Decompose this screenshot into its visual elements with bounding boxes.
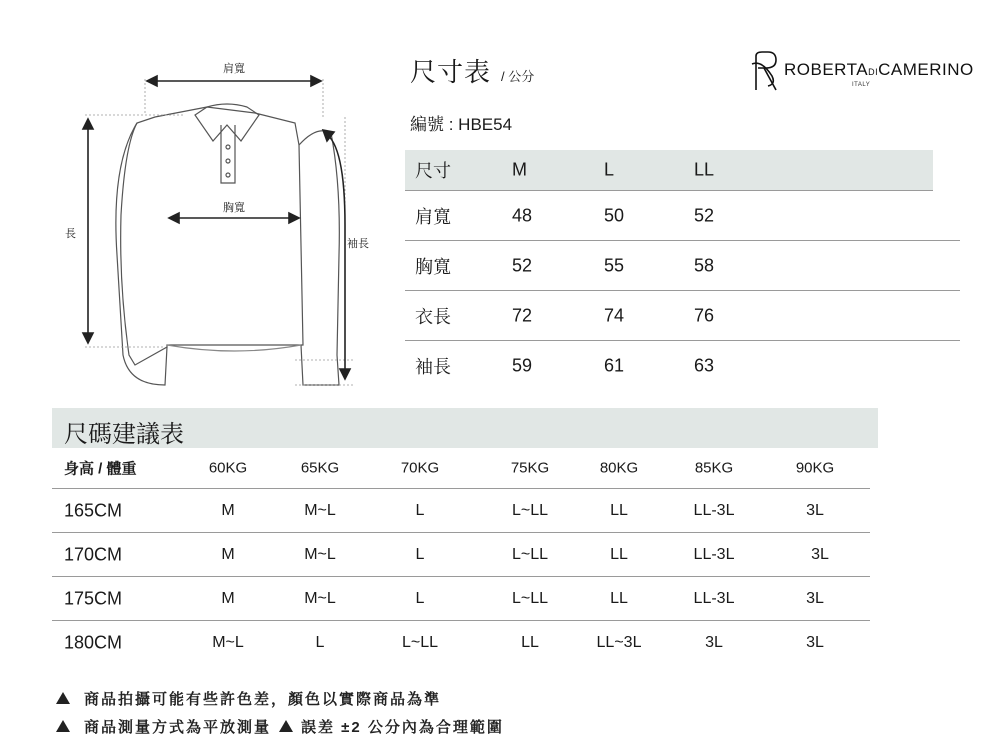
recommend-title: 尺碼建議表 (64, 421, 184, 448)
size-table-header (405, 150, 933, 191)
triangle-bullet-icon (279, 720, 293, 732)
table-row (52, 577, 870, 621)
header-cell: 65KG (300, 459, 340, 477)
table-cell: LL (610, 501, 628, 519)
table-cell: 50 (604, 205, 625, 225)
table-row (405, 241, 960, 291)
table-cell: 61 (604, 355, 625, 375)
unit-label: / 公分 (501, 69, 535, 84)
table-cell: LL (521, 633, 539, 651)
table-cell: M~L (212, 633, 244, 651)
triangle-bullet-icon (56, 692, 70, 704)
table-cell: 52 (694, 205, 715, 225)
header-cell: LL (694, 159, 715, 180)
header-cell: 尺寸 (415, 161, 451, 181)
chest-width-label: 胸寬 (223, 202, 245, 214)
table-cell: L~LL (401, 633, 439, 651)
table-cell: M~L (304, 545, 336, 563)
table-cell: M (221, 545, 235, 563)
recommend-header (52, 448, 870, 489)
note-text: 商品測量方式為平放測量 (84, 718, 272, 736)
notes (52, 684, 504, 740)
table-row (52, 621, 870, 664)
header-cell: 90KG (795, 459, 835, 477)
table-cell: 58 (694, 255, 715, 275)
table-cell: L (415, 545, 425, 563)
table-cell: 72 (512, 305, 533, 325)
table-cell: L (415, 589, 425, 607)
brand-origin: ITALY (852, 82, 871, 88)
row-label: 肩寬 (415, 206, 451, 227)
header-cell: 75KG (510, 459, 550, 477)
row-label: 170CM (64, 544, 123, 564)
table-cell: M (221, 501, 235, 519)
table-cell: 55 (604, 255, 625, 275)
header-cell: 85KG (694, 459, 734, 477)
header-cell: 身高 / 體重 (64, 460, 137, 478)
brand-emblem-icon (748, 50, 782, 94)
row-label: 165CM (64, 500, 123, 520)
table-cell: L~LL (511, 589, 549, 607)
note-text: 誤差 ±2 公分內為合理範圍 (301, 718, 504, 736)
brand-logo (748, 48, 978, 98)
table-cell: M~L (304, 589, 336, 607)
table-cell: L~LL (511, 501, 549, 519)
table-cell: 59 (512, 355, 533, 375)
row-label: 袖長 (415, 356, 451, 377)
header-cell: L (604, 159, 615, 180)
recommend-table (52, 448, 870, 664)
recommend-title-bar (52, 408, 878, 448)
table-cell: 52 (512, 255, 533, 275)
table-cell: 48 (512, 205, 533, 225)
table-row (405, 191, 960, 241)
header-cell: 60KG (208, 459, 248, 477)
shirt-outline-illustration (55, 55, 375, 395)
length-label: 長 (65, 228, 76, 240)
table-cell: LL~3L (596, 633, 642, 651)
shirt-diagram (55, 55, 375, 395)
table-cell: M~L (304, 501, 336, 519)
header-cell: 70KG (400, 459, 440, 477)
triangle-bullet-icon (56, 720, 70, 732)
note-text: 商品拍攝可能有些許色差，顏色以實際商品為準 (84, 690, 442, 708)
table-cell: LL-3L (693, 545, 735, 563)
row-label: 175CM (64, 588, 123, 608)
size-chart-title: 尺寸表 (410, 57, 492, 87)
header-cell: 80KG (599, 459, 639, 477)
row-label: 衣長 (415, 306, 451, 327)
size-chart-title-row (410, 52, 534, 89)
table-row (405, 291, 960, 341)
table-cell: L (415, 501, 425, 519)
table-cell: 3L (806, 633, 824, 651)
table-cell: LL-3L (693, 589, 735, 607)
table-cell: 63 (694, 355, 715, 375)
note-line (52, 684, 504, 712)
model-number: 編號 : HBE54 (410, 115, 513, 134)
table-cell: 3L (806, 589, 824, 607)
table-cell: 3L (811, 545, 829, 563)
table-cell: 3L (705, 633, 723, 651)
table-cell: LL-3L (693, 501, 735, 519)
row-label: 180CM (64, 632, 123, 652)
table-cell: M (221, 589, 235, 607)
table-cell: LL (610, 545, 628, 563)
sleeve-length-label: 袖長 (347, 238, 369, 250)
table-cell: L~LL (511, 545, 549, 563)
table-row (52, 533, 870, 577)
table-cell: 3L (806, 501, 824, 519)
table-cell: 74 (604, 305, 625, 325)
table-cell: LL (610, 589, 628, 607)
table-row (405, 341, 960, 390)
table-row (52, 489, 870, 533)
shoulder-width-label: 肩寬 (223, 63, 245, 75)
row-label: 胸寬 (415, 256, 451, 277)
table-cell: L (315, 633, 325, 651)
header-cell: M (512, 159, 527, 180)
table-cell: 76 (694, 305, 715, 325)
size-table (405, 150, 960, 390)
note-line (52, 712, 504, 740)
brand-name: ROBERTADICAMERINO (784, 60, 974, 79)
